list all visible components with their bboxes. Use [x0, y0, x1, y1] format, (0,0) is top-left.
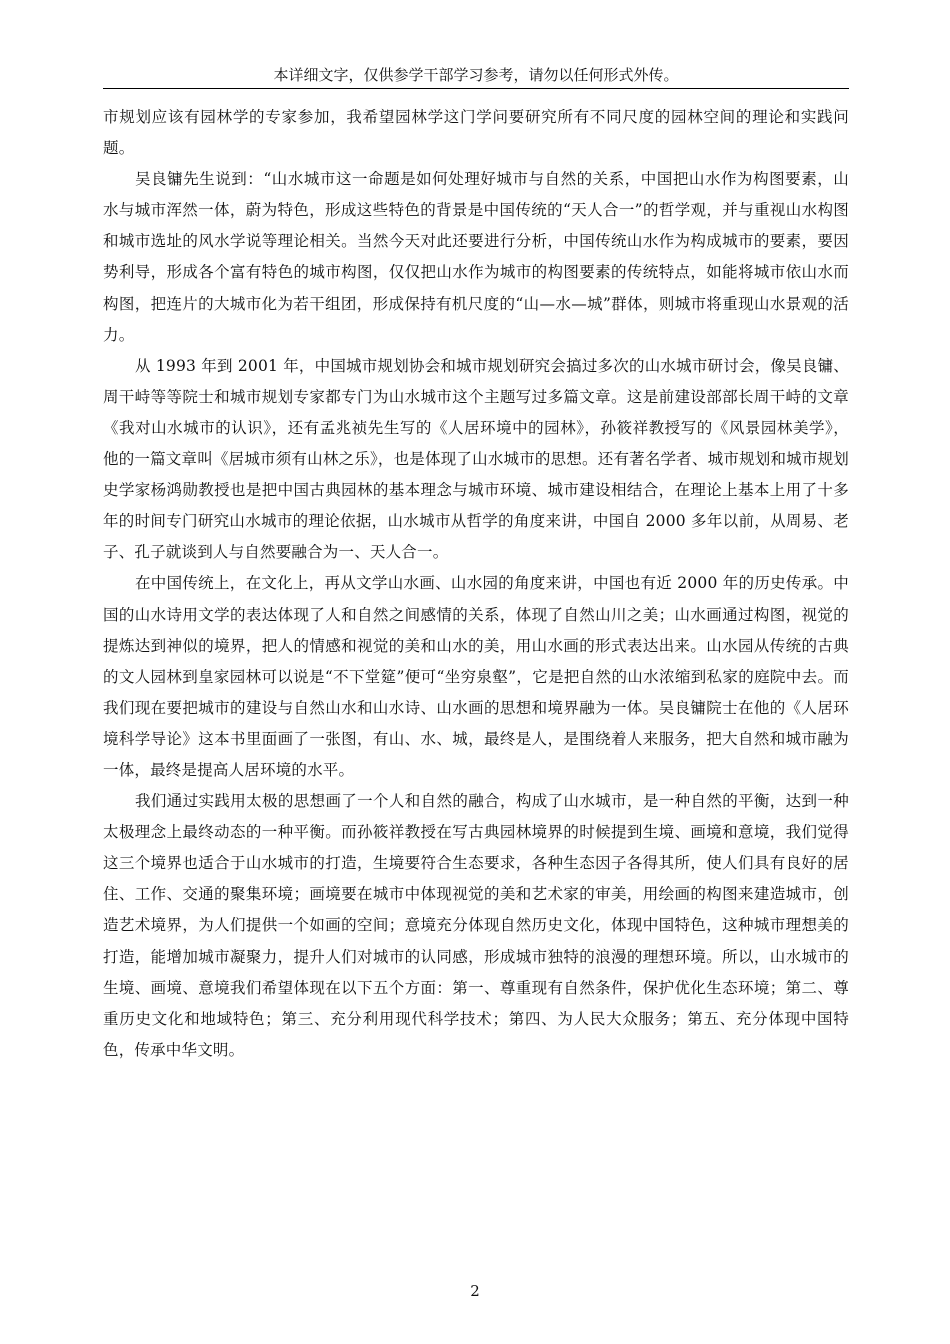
- header-divider: [103, 88, 849, 89]
- paragraph: 在中国传统上，在文化上，再从文学山水画、山水园的角度来讲，中国也有近 2000 年的历史传承。中国的山水诗用文学的表达体现了人和自然之间感情的关系，体现了自然山川之美；山水画通过构图，视觉的提炼达到神似的境界，把人的情感和视觉的美和山水的美，用山水画的形式表达出来。山水园从传统的古典的文人园林到皇家园林可以说是“不下堂筵”便可“坐穷泉壑”，它是把自然的山水浓缩到私家的庭院中去。而我们现在要把城市的建设与自然山水和山水诗、山水画的思想和境界融为一体。吴良镛院士在他的《人居环境科学导论》这本书里面画了一张图，有山、水、城，最终是人，是围绕着人来服务，把大自然和城市融为一体，最终是提高人居环境的水平。: [103, 574, 849, 779]
- paragraph: 从 1993 年到 2001 年，中国城市规划协会和城市规划研究会搞过多次的山水城市研讨会，像吴良镛、周干峙等等院士和城市规划专家都专门为山水城市这个主题写过多篇文章。这是前建设部部长周干峙的文章《我对山水城市的认识》，还有孟兆祯先生写的《人居环境中的园林》，孙筱祥教授写的《风景园林美学》，他的一篇文章叫《居城市须有山林之乐》，也是体现了山水城市的思想。还有著名学者、城市规划和城市规划史学家杨鸿勋教授也是把中国古典园林的基本理念与城市环境、城市建设相结合，在理论上基本上用了十多年的时间专门研究山水城市的理论依据，山水城市从哲学的角度来讲，中国自 2000 多年以前，从周易、老子、孔子就谈到人与自然要融合为一、天人合一。: [103, 356, 849, 562]
- paragraph: 吴良镛先生说到：“山水城市这一命题是如何处理好城市与自然的关系，中国把山水作为构图要素，山水与城市浑然一体，蔚为特色，形成这些特色的背景是中国传统的“天人合一”的哲学观，并与重视山水构图和城市选址的风水学说等理论相关。当然今天对此还要进行分析，中国传统山水作为构成城市的要素，要因势利导，形成各个富有特色的城市构图，仅仅把山水作为城市的构图要素的传统特点，如能将城市依山水而构图，把连片的大城市化为若干组团，形成保持有机尺度的“山—水—城”群体，则城市将重现山水景观的活力。: [103, 170, 849, 344]
- document-body: [103, 102, 849, 1066]
- page-number: 2: [470, 1282, 480, 1300]
- page-header-notice: 本详细文字，仅供参学干部学习参考，请勿以任何形式外传。: [273, 66, 679, 84]
- paragraph: 我们通过实践用太极的思想画了一个人和自然的融合，构成了山水城市，是一种自然的平衡，达到一种太极理念上最终动态的一种平衡。而孙筱祥教授在写古典园林境界的时候提到生境、画境和意境，我们觉得这三个境界也适合于山水城市的打造，生境要符合生态要求，各种生态因子各得其所，使人们具有良好的居住、工作、交通的聚集环境；画境要在城市中体现视觉的美和艺术家的审美，用绘画的构图来建造城市，创造艺术境界，为人们提供一个如画的空间；意境充分体现自然历史文化，体现中国特色，这种城市理想美的打造，能增加城市凝聚力，提升人们对城市的认同感，形成城市独特的浪漫的理想环境。所以，山水城市的生境、画境、意境我们希望体现在以下五个方面：第一、尊重现有自然条件，保护优化生态环境；第二、尊重历史文化和地域特色；第三、充分利用现代科学技术；第四、为人民大众服务；第五、充分体现中国特色，传承中华文明。: [103, 792, 849, 1059]
- paragraph-continuation: 市规划应该有园林学的专家参加，我希望园林学这门学问要研究所有不同尺度的园林空间的理论和实践问题。: [103, 108, 849, 158]
